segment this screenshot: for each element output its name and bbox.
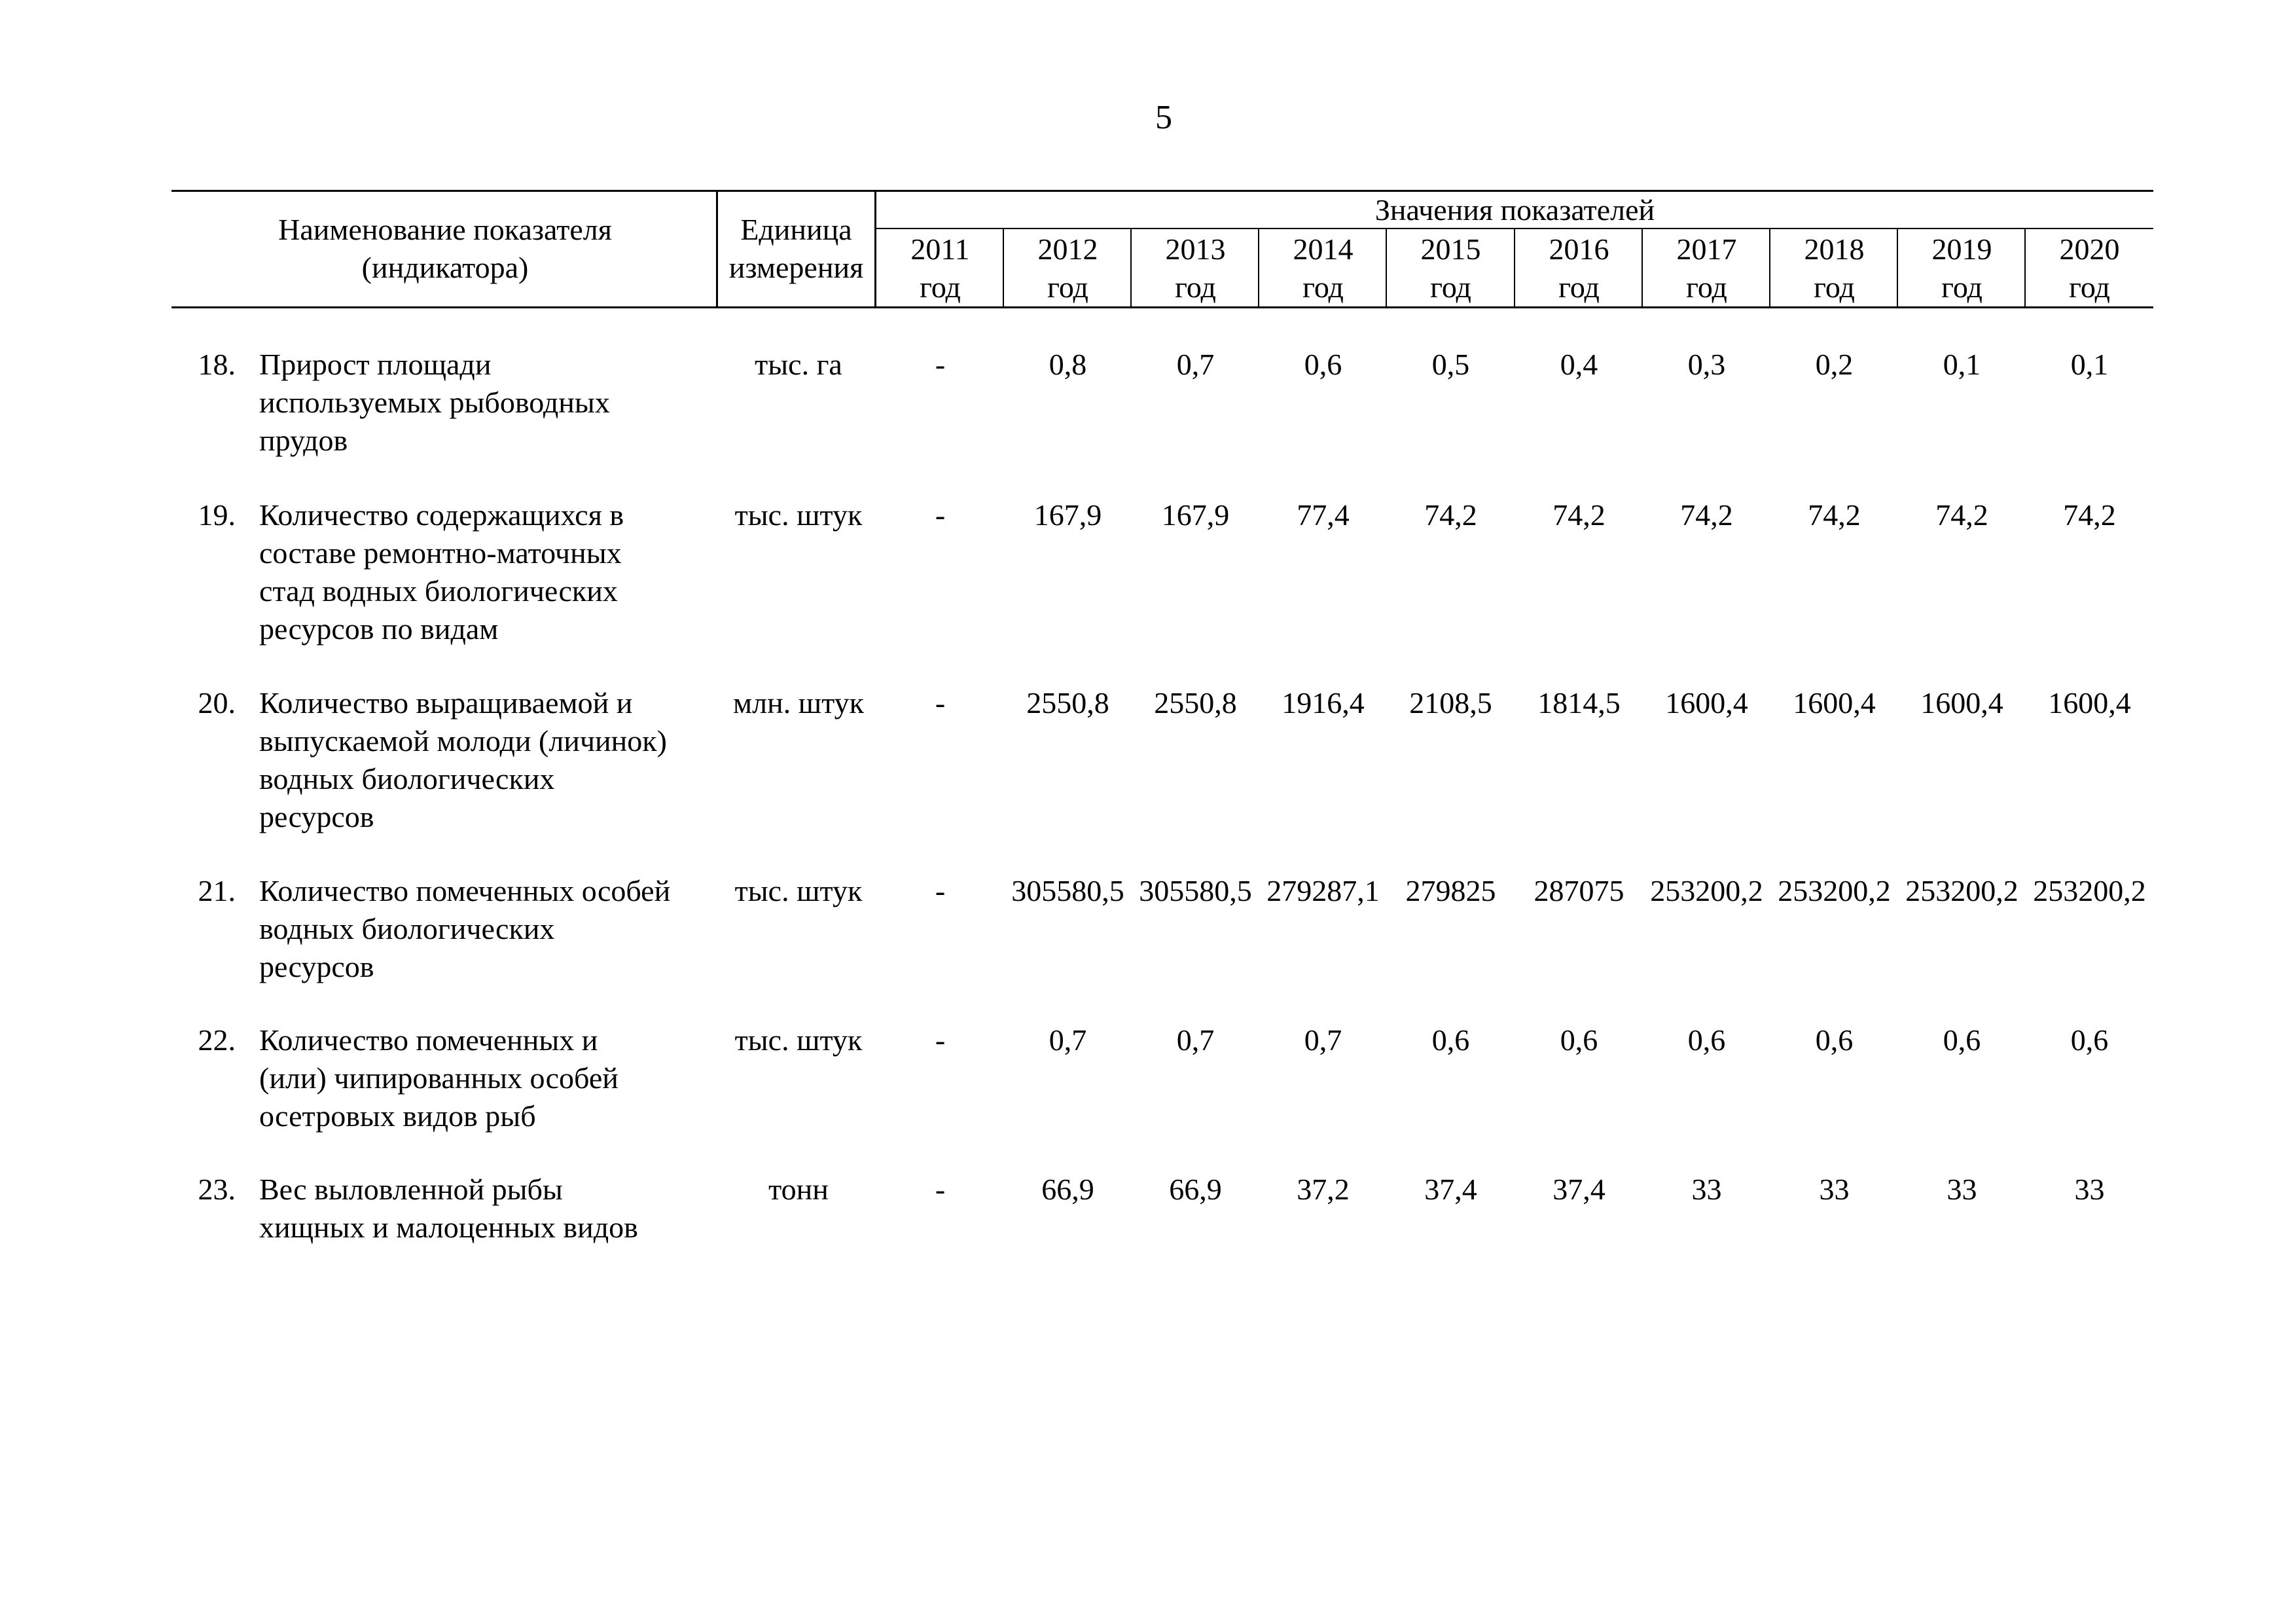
indicator-name-line: прудов — [259, 424, 348, 457]
indicator-name-line: Количество выращиваемой и — [259, 686, 633, 720]
value-cell: 0,6 — [1815, 1023, 1854, 1057]
value-cell: 0,6 — [1431, 1023, 1470, 1057]
value-cell: 1600,4 — [1665, 686, 1748, 720]
year-header-label: год — [2069, 270, 2110, 304]
year-header-year: 2014 — [1293, 232, 1354, 266]
row-number: 19. — [198, 498, 236, 532]
value-cell: 0,7 — [1176, 1023, 1215, 1057]
value-cell: 279287,1 — [1266, 874, 1380, 907]
value-cell: 1600,4 — [2048, 686, 2131, 720]
year-header-label: год — [1686, 270, 1727, 304]
value-cell: 0,6 — [1687, 1023, 1726, 1057]
header-name-line2: (индикатора) — [361, 251, 529, 284]
indicator-name-line: Количество помеченных и — [259, 1023, 598, 1057]
indicator-name-line: хищных и малоценных видов — [259, 1211, 638, 1244]
row-number: 22. — [198, 1023, 236, 1057]
value-cell: 2550,8 — [1154, 686, 1237, 720]
value-cell: 37,4 — [1424, 1173, 1477, 1206]
value-cell: 74,2 — [1552, 498, 1605, 532]
value-cell: 77,4 — [1297, 498, 1350, 532]
unit-cell: тыс. га — [755, 348, 842, 381]
indicator-name — [259, 346, 717, 460]
value-cell: 0,2 — [1815, 348, 1854, 381]
year-header-cell — [1898, 230, 2026, 306]
indicator-name-line: водных биологических — [259, 912, 555, 945]
indicator-name-line: используемых рыбоводных — [259, 386, 610, 419]
value-cell: 0,7 — [1304, 1023, 1342, 1057]
year-header-cell — [876, 230, 1004, 306]
year-header-year: 2019 — [1931, 232, 1992, 266]
year-header-label: год — [920, 270, 961, 304]
value-cell: 0,1 — [2070, 348, 2109, 381]
indicator-name — [259, 1021, 717, 1135]
value-cell: 0,1 — [1943, 348, 1981, 381]
year-header-year: 2017 — [1676, 232, 1737, 266]
indicator-name — [259, 1171, 717, 1247]
value-cell: 0,5 — [1431, 348, 1470, 381]
header-name-line1: Наименование показателя — [278, 213, 612, 246]
value-cell: 2108,5 — [1409, 686, 1492, 720]
year-header-label: год — [1430, 270, 1471, 304]
value-cell: 253200,2 — [1778, 874, 1891, 907]
value-cell: 0,7 — [1176, 348, 1215, 381]
value-cell: 0,4 — [1560, 348, 1598, 381]
indicator-name-line: Количество помеченных особей — [259, 874, 671, 907]
indicator-name-line: водных биологических — [259, 762, 555, 795]
indicator-name-line: стад водных биологических — [259, 574, 618, 608]
value-cell: - — [935, 1173, 946, 1206]
year-header-cell — [2026, 230, 2153, 306]
value-cell: 305580,5 — [1011, 874, 1124, 907]
value-cell: 0,6 — [1560, 1023, 1598, 1057]
header-unit-line1: Единица — [740, 213, 852, 246]
year-header-cell — [1387, 230, 1515, 306]
value-cell: 74,2 — [1935, 498, 1988, 532]
value-cell: 66,9 — [1169, 1173, 1222, 1206]
year-header-cell — [1770, 230, 1898, 306]
year-header-label: год — [1047, 270, 1088, 304]
year-header-year: 2020 — [2059, 232, 2120, 266]
header-unit — [718, 211, 874, 287]
value-cell: 1600,4 — [1793, 686, 1876, 720]
year-header-cell — [1515, 230, 1643, 306]
value-cell: 0,3 — [1687, 348, 1726, 381]
value-cell: 279825 — [1405, 874, 1496, 907]
value-cell: 33 — [1819, 1173, 1850, 1206]
value-cell: 253200,2 — [2033, 874, 2146, 907]
year-header-year: 2012 — [1037, 232, 1098, 266]
value-cell: 167,9 — [1161, 498, 1230, 532]
value-cell: 74,2 — [2063, 498, 2116, 532]
indicator-name — [259, 496, 717, 648]
year-header-year: 2016 — [1549, 232, 1609, 266]
value-cell: 253200,2 — [1905, 874, 2018, 907]
year-header-cell — [1132, 230, 1259, 306]
indicator-name-line: (или) чипированных особей — [259, 1061, 619, 1095]
value-cell: 253200,2 — [1650, 874, 1763, 907]
row-number: 23. — [198, 1173, 236, 1206]
indicator-name-line: ресурсов по видам — [259, 612, 499, 646]
header-values-title: Значения показателей — [1374, 193, 1655, 227]
year-header-year: 2011 — [910, 232, 970, 266]
header-bottom-rule — [171, 306, 2153, 308]
value-cell: - — [935, 686, 946, 720]
year-header-label: год — [1558, 270, 1600, 304]
value-cell: 74,2 — [1680, 498, 1733, 532]
value-cell: 305580,5 — [1139, 874, 1252, 907]
year-header-label: год — [1175, 270, 1216, 304]
value-cell: 0,6 — [2070, 1023, 2109, 1057]
indicator-name-line: Прирост площади — [259, 348, 492, 381]
indicator-name — [259, 872, 717, 986]
year-header-year: 2013 — [1165, 232, 1226, 266]
value-cell: 1916,4 — [1282, 686, 1365, 720]
indicator-name-line: Вес выловленной рыбы — [259, 1173, 563, 1206]
header-unit-line2: измерения — [728, 251, 864, 284]
value-cell: 74,2 — [1808, 498, 1861, 532]
value-cell: 0,6 — [1943, 1023, 1981, 1057]
header-name — [196, 211, 694, 287]
value-cell: 37,2 — [1297, 1173, 1350, 1206]
year-header-label: год — [1941, 270, 1982, 304]
unit-cell: тонн — [768, 1173, 829, 1206]
value-cell: - — [935, 498, 946, 532]
year-header-cell — [1004, 230, 1132, 306]
indicator-name — [259, 684, 717, 836]
indicator-name-line: ресурсов — [259, 950, 374, 983]
value-cell: 1814,5 — [1537, 686, 1621, 720]
row-number: 18. — [198, 348, 236, 381]
year-header-label: год — [1302, 270, 1344, 304]
year-header-cell — [1643, 230, 1770, 306]
value-cell: 33 — [1691, 1173, 1722, 1206]
value-cell: 2550,8 — [1026, 686, 1109, 720]
year-header-label: год — [1814, 270, 1855, 304]
value-cell: 0,6 — [1304, 348, 1342, 381]
value-cell: 1600,4 — [1920, 686, 2003, 720]
value-cell: 74,2 — [1424, 498, 1477, 532]
unit-cell: тыс. штук — [734, 1023, 863, 1057]
year-header-cell — [1259, 230, 1387, 306]
value-cell: 287075 — [1534, 874, 1624, 907]
value-cell: 37,4 — [1552, 1173, 1605, 1206]
value-cell: 167,9 — [1033, 498, 1102, 532]
value-cell: 0,7 — [1049, 1023, 1087, 1057]
year-header-year: 2015 — [1420, 232, 1481, 266]
indicator-name-line: составе ремонтно-маточных — [259, 536, 622, 570]
value-cell: - — [935, 1023, 946, 1057]
row-number: 21. — [198, 874, 236, 907]
value-cell: 33 — [2074, 1173, 2105, 1206]
unit-cell: тыс. штук — [734, 498, 863, 532]
value-cell: 33 — [1946, 1173, 1977, 1206]
page-number: 5 — [1155, 99, 1172, 136]
indicator-name-line: Количество содержащихся в — [259, 498, 624, 532]
indicator-name-line: выпускаемой молоди (личинок) — [259, 724, 667, 757]
indicator-name-line: осетровых видов рыб — [259, 1099, 536, 1133]
indicator-name-line: ресурсов — [259, 800, 374, 833]
year-header-year: 2018 — [1804, 232, 1865, 266]
value-cell: 0,8 — [1049, 348, 1087, 381]
unit-cell: тыс. штук — [734, 874, 863, 907]
value-cell: - — [935, 348, 946, 381]
row-number: 20. — [198, 686, 236, 720]
value-cell: 66,9 — [1041, 1173, 1094, 1206]
unit-cell: млн. штук — [733, 686, 864, 720]
value-cell: - — [935, 874, 946, 907]
